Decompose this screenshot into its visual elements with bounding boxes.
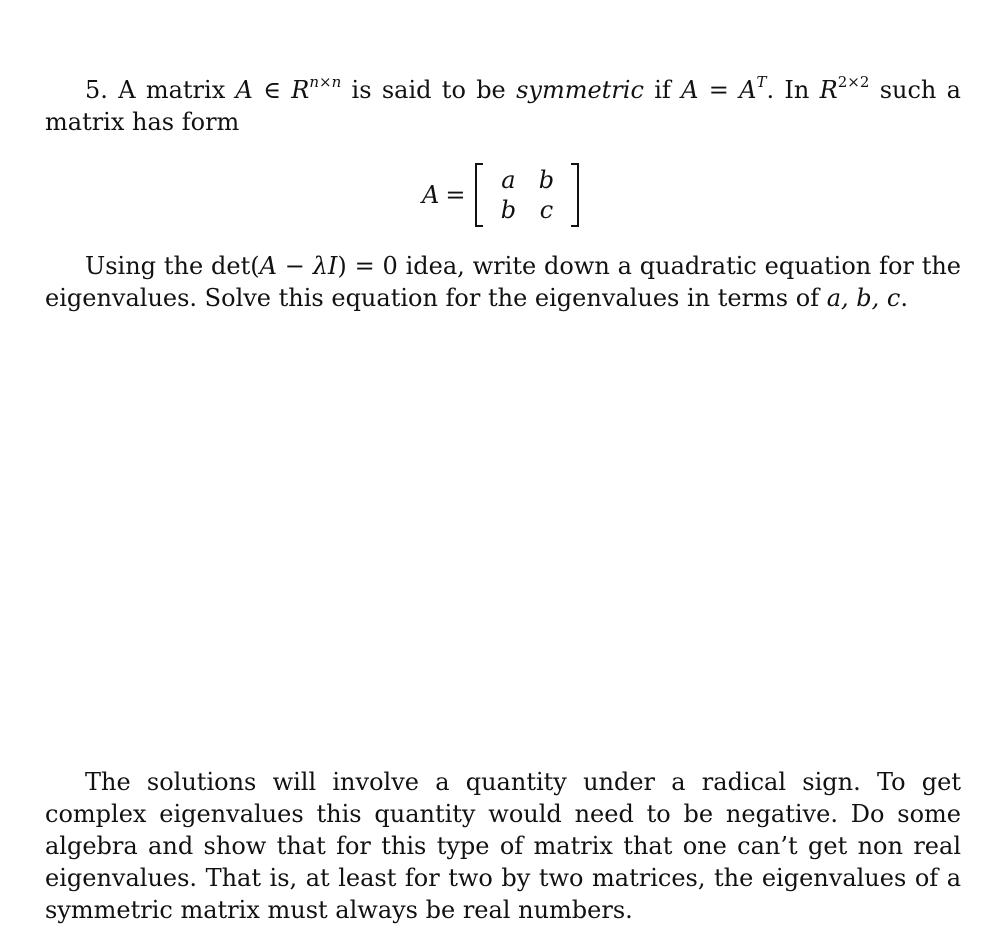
followup-paragraph: The solutions will involve a quantity under a radical sign. To get complex eigenvalues this quantity would need to be negative. Do some algebra and show that for this type of matrix that one can’t get non real eigenvalues. That is, at least for two by two matrices, the eigenvalues of a symmetric matrix must always be real numbers. (45, 768, 961, 924)
matrix-lhs: A (422, 181, 440, 209)
problem-number: 5. (85, 76, 108, 104)
matrix-cell: b (500, 196, 517, 224)
left-bracket (475, 163, 483, 227)
matrix-cell: c (539, 196, 554, 224)
matrix-equation (422, 160, 579, 230)
term-symmetric: symmetric (516, 76, 644, 104)
problem-intro: 5. A matrix A ∈ $R^{n\times n}$ is said to be symmetric if $A = A^T$. In $R^{2\times 2}$ such a matrix has form (45, 73, 961, 136)
matrix-equals: = (445, 181, 466, 209)
matrix-cell: a (501, 166, 516, 194)
right-bracket (571, 163, 579, 227)
matrix-cells (483, 165, 571, 225)
matrix-cell: b (538, 166, 555, 194)
instruction-paragraph: Using the det(A − λI) = 0 idea, write down a quadratic equation for the eigenvalues. Solve this equation for the eigenvalues in terms of a, b, c. (45, 252, 961, 312)
